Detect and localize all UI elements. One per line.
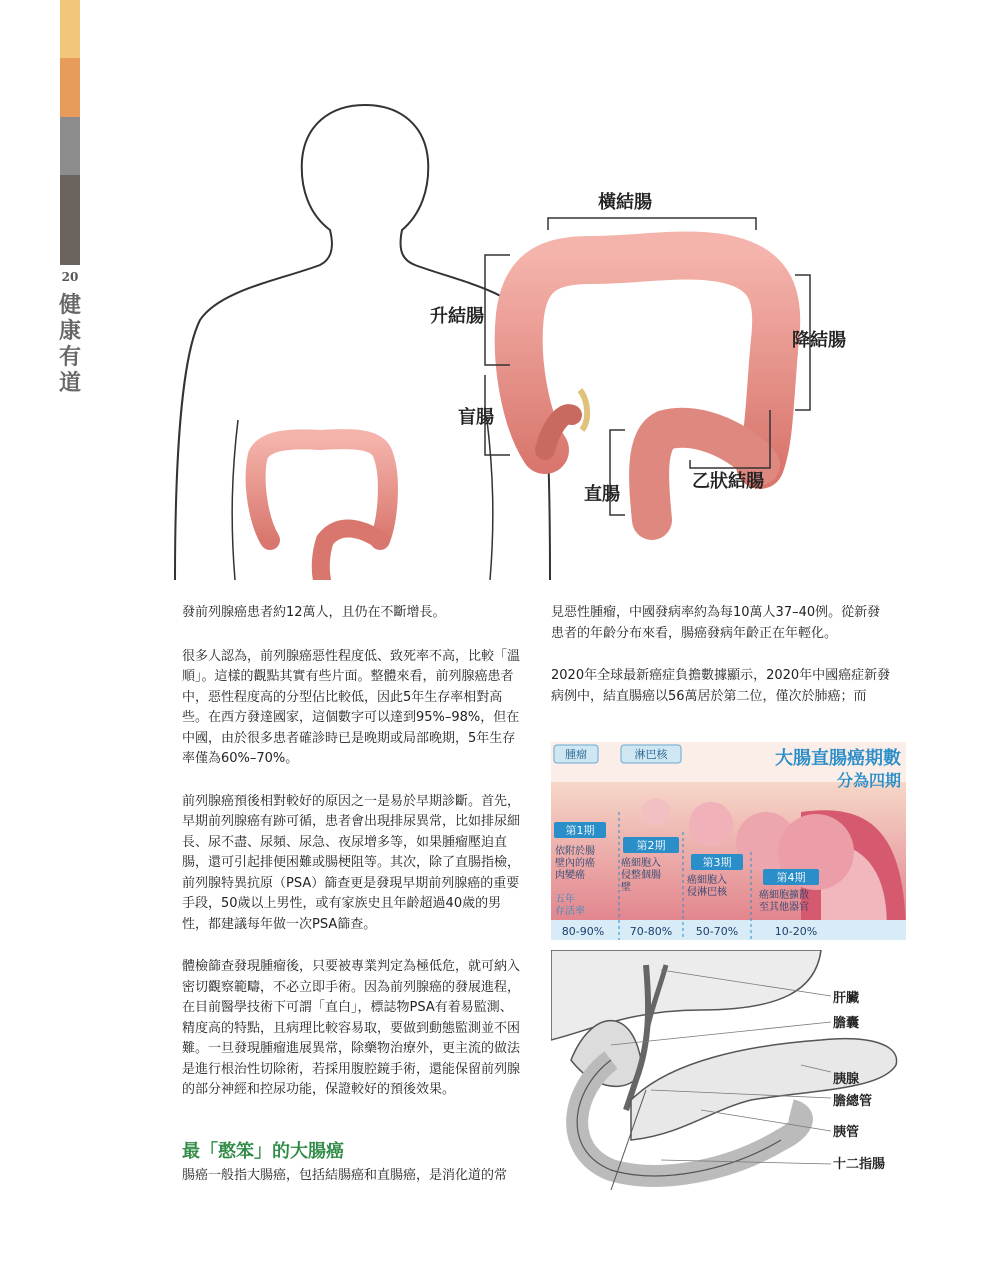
stage-4-desc: 癌細胞擴散 — [759, 890, 809, 901]
section-title — [58, 292, 82, 396]
stage-1-desc: 依附於腸 — [555, 846, 595, 857]
stage-3-desc: 侵淋巴核 — [687, 887, 727, 898]
label-cecum: 盲腸 — [458, 407, 494, 428]
label-transverse-colon: 橫結腸 — [598, 192, 652, 213]
stage-3-rate: 50-70% — [695, 925, 739, 938]
body-silhouette — [175, 105, 550, 580]
stage-1-rate: 80-90% — [561, 925, 605, 938]
paragraph: 前列腺癌預後相對較好的原因之一是易於早期診斷。首先，早期前列腺癌有跡可循，患者會出現排尿異常，比如排尿細長、尿不盡、尿頻、尿急、夜尿增多等，如果腫瘤壓迫直腸，還可引起排便困難或腸梗阻等。其次，除了直腸指檢，前列腺特異抗原（PSA）篩查更是發現早期前列腺癌的重要手段，50歲以上男性，或有家族史且年齡超過40歲的男性，都建議每年做一次PSA篩查。 — [182, 793, 521, 932]
label-gallbladder: 膽囊 — [833, 1016, 860, 1031]
label-sigmoid-colon: 乙狀結腸 — [692, 471, 764, 492]
sidebar-bar-1 — [60, 0, 80, 58]
label-duodenum: 十二指腸 — [833, 1157, 886, 1172]
colon-anatomy-figure — [170, 100, 930, 580]
stage-2-desc: 壁 — [621, 882, 631, 893]
left-column — [182, 603, 522, 1123]
page-number: 20 — [61, 270, 79, 284]
heading-follow-text: 腸癌一般指大腸癌，包括結腸癌和直腸癌，是消化道的常 — [182, 1168, 508, 1183]
stage-4-desc: 至其他器官 — [759, 902, 809, 913]
stage-3-name: 第3期 — [702, 856, 732, 869]
label-pancreatic-duct: 胰管 — [833, 1125, 860, 1140]
section-title-char: 康 — [58, 318, 81, 344]
paragraph: 見惡性腫瘤，中國發病率約為每10萬人37–40例。從新發患者的年齡分布來看，腸癌發病年齡正在年輕化。 — [551, 605, 881, 641]
stage-2-desc: 癌細胞入 — [621, 858, 661, 869]
sidebar-bar-4 — [60, 175, 80, 265]
label-liver: 肝臟 — [833, 991, 860, 1006]
section-title-char: 有 — [58, 344, 81, 370]
tag-lymph: 淋巴核 — [634, 748, 668, 761]
label-ascending-colon: 升結腸 — [430, 306, 484, 327]
stage-2-name: 第2期 — [636, 839, 666, 852]
paragraph: 發前列腺癌患者約12萬人，且仍在不斷增長。 — [182, 605, 446, 620]
liver-shape — [551, 950, 821, 1040]
stage-4-name: 第4期 — [776, 871, 806, 884]
section-heading: 最「憨笨」的大腸癌 — [182, 1141, 344, 1162]
stage-title-line1: 大腸直腸癌期數 — [775, 748, 901, 769]
stage-2-rate: 70-80% — [629, 925, 673, 938]
section-title-char: 道 — [58, 370, 81, 396]
label-rectum: 直腸 — [584, 484, 620, 505]
survival-label: 五年 — [555, 894, 575, 905]
label-pancreas: 胰腺 — [833, 1072, 860, 1087]
right-column — [551, 603, 891, 729]
sidebar-bar-2 — [60, 58, 80, 117]
survival-label: 存活率 — [555, 906, 585, 917]
stage-4-rate: 10-20% — [774, 925, 818, 938]
stage-title-line2: 分為四期 — [836, 771, 901, 790]
label-descending-colon: 降結腸 — [792, 330, 846, 351]
paragraph: 很多人認為，前列腺癌惡性程度低、致死率不高，比較「溫順」。這樣的觀點其實有些片面。整體來看，前列腺癌患者中，惡性程度高的分型佔比較低，因此5年生存率相對高些。在西方發達國家，這個數字可以達到95%–98%，但在中國，由於很多患者確診時已是晚期或局部晚期，5年生存率僅為60%–70%。 — [182, 648, 521, 766]
sidebar-bar-3 — [60, 117, 80, 175]
section-title-char: 健 — [58, 292, 81, 318]
stage-3-desc: 癌細胞入 — [687, 875, 727, 886]
paragraph: 體檢篩查發現腫瘤後，只要被專業判定為極低危，就可納入密切觀察範疇，不必立即手術。因為前列腺癌的發展進程，在目前醫學技術下可謂「直白」，標誌物PSA有着易監測、精度高的特點，且病理比較容易取，要做到動態監測並不困難。一旦發現腫瘤進展異常，除藥物治療外，更主流的做法是進行根治性切除術，若採用腹腔鏡手術，還能保留前列腺的部分神經和控尿功能，保證較好的預後效果。 — [182, 959, 521, 1097]
pancreas-anatomy-figure — [551, 950, 911, 1190]
tag-tumor: 腫瘤 — [565, 748, 587, 761]
paragraph: 2020年全球最新癌症負擔數據顯示，2020年中國癌症新發病例中，結直腸癌以56萬居於第二位，僅次於肺癌；而 — [551, 668, 891, 704]
label-common-bile-duct: 膽總管 — [833, 1094, 873, 1109]
stage-1-desc: 壁內的癌 — [555, 858, 595, 869]
stage-1-name: 第1期 — [565, 824, 595, 837]
stage-1-desc: 肉變癌 — [555, 870, 585, 881]
stage-2-desc: 侵整個腸 — [621, 870, 661, 881]
cancer-stage-figure — [551, 742, 906, 940]
